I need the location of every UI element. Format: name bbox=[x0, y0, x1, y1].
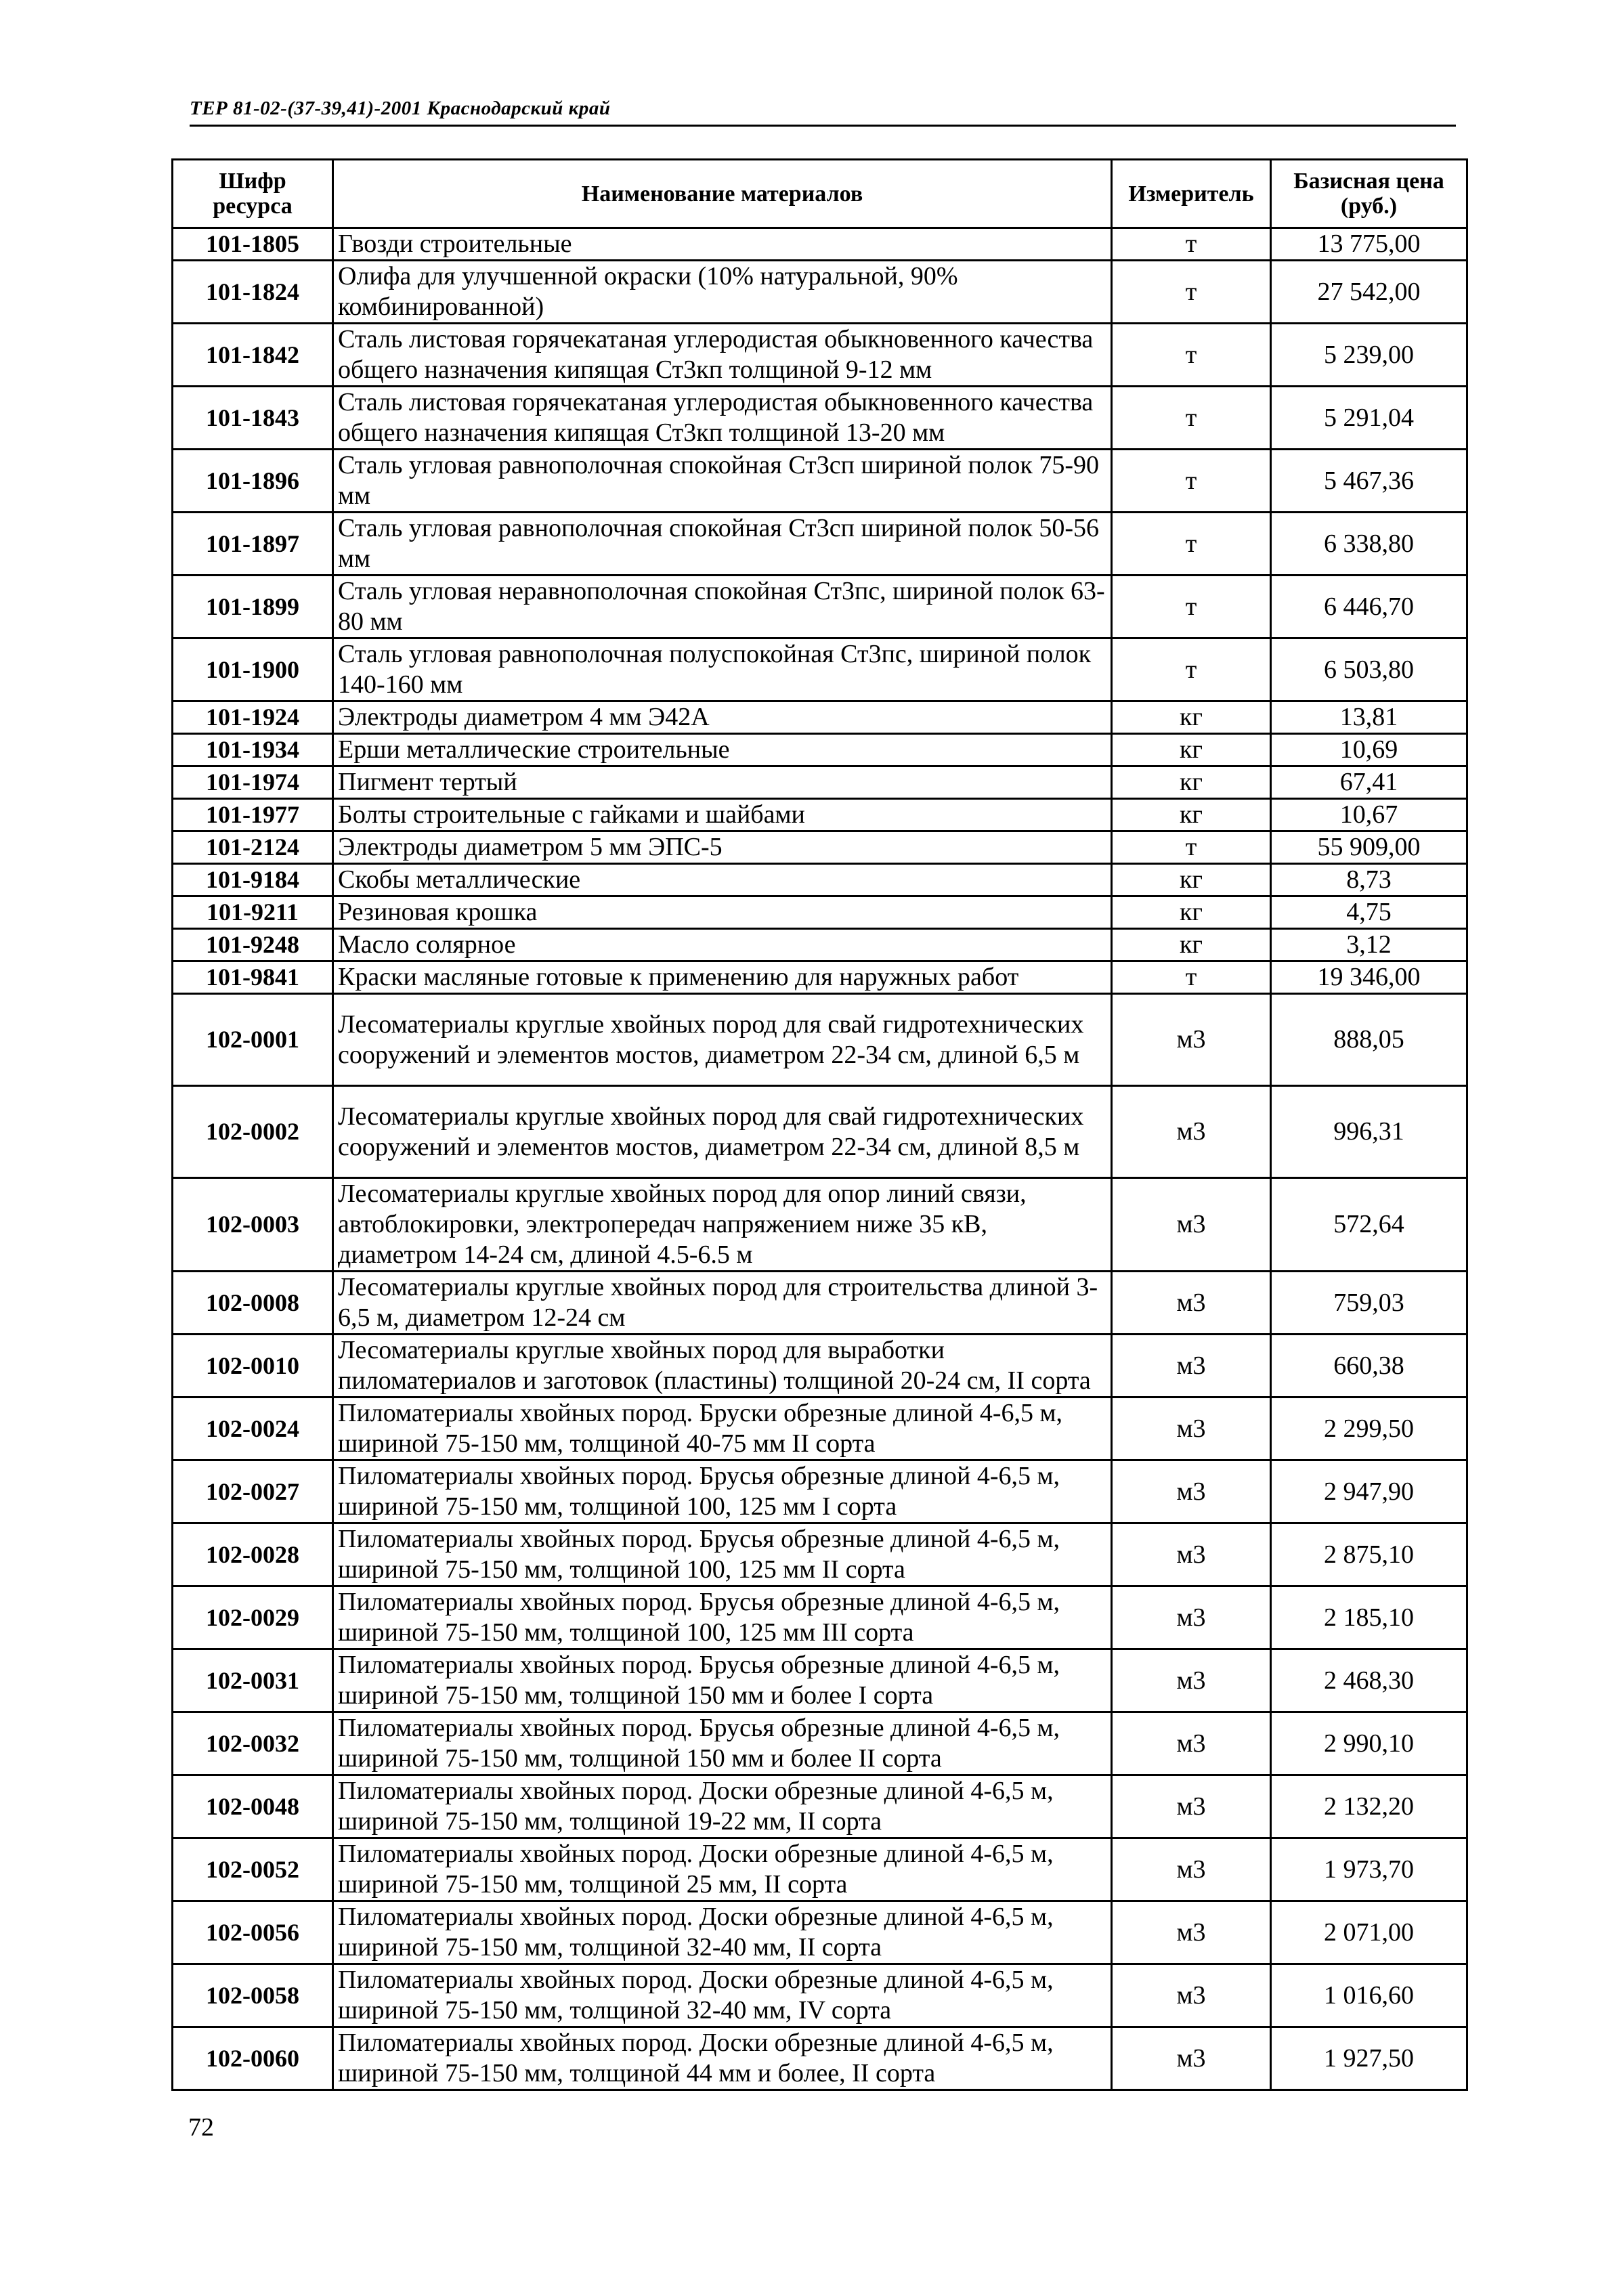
cell-code: 101-1934 bbox=[173, 734, 333, 766]
cell-price: 6 338,80 bbox=[1271, 513, 1467, 576]
cell-unit: т bbox=[1112, 831, 1271, 864]
cell-code: 102-0027 bbox=[173, 1460, 333, 1523]
cell-unit: кг bbox=[1112, 896, 1271, 929]
cell-name: Скобы металлические bbox=[333, 864, 1112, 896]
cell-price: 27 542,00 bbox=[1271, 261, 1467, 324]
cell-price: 1 973,70 bbox=[1271, 1838, 1467, 1901]
cell-price: 1 927,50 bbox=[1271, 2027, 1467, 2090]
table-row bbox=[173, 1272, 1467, 1335]
cell-code: 102-0058 bbox=[173, 1964, 333, 2027]
cell-name: Пиломатериалы хвойных пород. Доски обрезные длиной 4-6,5 м, шириной 75-150 мм, толщиной 32-40 мм, II сорта bbox=[333, 1901, 1112, 1964]
cell-price: 572,64 bbox=[1271, 1178, 1467, 1272]
cell-unit: м3 bbox=[1112, 1712, 1271, 1775]
cell-code: 101-9248 bbox=[173, 929, 333, 961]
table-row bbox=[173, 896, 1467, 929]
table-row bbox=[173, 1838, 1467, 1901]
cell-code: 101-1896 bbox=[173, 450, 333, 513]
table-row bbox=[173, 1775, 1467, 1838]
cell-name: Гвозди строительные bbox=[333, 228, 1112, 261]
cell-unit: т bbox=[1112, 576, 1271, 638]
cell-name: Сталь угловая равнополочная спокойная Ст3сп шириной полок 75-90 мм bbox=[333, 450, 1112, 513]
cell-code: 102-0029 bbox=[173, 1586, 333, 1649]
cell-code: 101-1843 bbox=[173, 387, 333, 450]
cell-unit: кг bbox=[1112, 864, 1271, 896]
header-rule bbox=[190, 125, 1456, 127]
cell-name: Пигмент тертый bbox=[333, 766, 1112, 799]
page-number: 72 bbox=[188, 2113, 214, 2142]
cell-code: 102-0032 bbox=[173, 1712, 333, 1775]
cell-code: 102-0001 bbox=[173, 994, 333, 1086]
cell-name: Сталь листовая горячекатаная углеродистая обыкновенного качества общего назначения кипящая Ст3кп толщиной 9-12 мм bbox=[333, 324, 1112, 387]
cell-price: 67,41 bbox=[1271, 766, 1467, 799]
cell-name: Сталь угловая неравнополочная спокойная Ст3пс, шириной полок 63-80 мм bbox=[333, 576, 1112, 638]
cell-price: 2 875,10 bbox=[1271, 1523, 1467, 1586]
cell-price: 13 775,00 bbox=[1271, 228, 1467, 261]
table-row bbox=[173, 1460, 1467, 1523]
cell-name: Пиломатериалы хвойных пород. Бруски обрезные длиной 4-6,5 м, шириной 75-150 мм, толщиной 40-75 мм II сорта bbox=[333, 1398, 1112, 1460]
cell-unit: м3 bbox=[1112, 1398, 1271, 1460]
table-row bbox=[173, 1901, 1467, 1964]
table-row bbox=[173, 1398, 1467, 1460]
table-row bbox=[173, 1712, 1467, 1775]
cell-unit: кг bbox=[1112, 799, 1271, 831]
cell-price: 4,75 bbox=[1271, 896, 1467, 929]
cell-name: Пиломатериалы хвойных пород. Брусья обрезные длиной 4-6,5 м, шириной 75-150 мм, толщиной 150 мм и более I сорта bbox=[333, 1649, 1112, 1712]
table-row bbox=[173, 450, 1467, 513]
table-row bbox=[173, 1335, 1467, 1398]
col-header-name: Наименование материалов bbox=[333, 160, 1112, 228]
cell-unit: кг bbox=[1112, 929, 1271, 961]
cell-unit: м3 bbox=[1112, 1838, 1271, 1901]
cell-price: 2 185,10 bbox=[1271, 1586, 1467, 1649]
cell-price: 2 468,30 bbox=[1271, 1649, 1467, 1712]
cell-code: 102-0052 bbox=[173, 1838, 333, 1901]
table-row bbox=[173, 1586, 1467, 1649]
cell-price: 13,81 bbox=[1271, 701, 1467, 734]
table-row bbox=[173, 324, 1467, 387]
cell-unit: м3 bbox=[1112, 1964, 1271, 2027]
table-row bbox=[173, 734, 1467, 766]
table-row bbox=[173, 228, 1467, 261]
cell-name: Лесоматериалы круглые хвойных пород для свай гидротехнических сооружений и элементов мостов, диаметром 22-34 см, длиной 6,5 м bbox=[333, 994, 1112, 1086]
cell-name: Пиломатериалы хвойных пород. Брусья обрезные длиной 4-6,5 м, шириной 75-150 мм, толщиной 150 мм и более II сорта bbox=[333, 1712, 1112, 1775]
table-row bbox=[173, 513, 1467, 576]
cell-unit: м3 bbox=[1112, 1523, 1271, 1586]
cell-name: Электроды диаметром 4 мм Э42А bbox=[333, 701, 1112, 734]
cell-price: 6 446,70 bbox=[1271, 576, 1467, 638]
cell-price: 2 071,00 bbox=[1271, 1901, 1467, 1964]
cell-name: Пиломатериалы хвойных пород. Доски обрезные длиной 4-6,5 м, шириной 75-150 мм, толщиной 19-22 мм, II сорта bbox=[333, 1775, 1112, 1838]
col-header-price: Базисная цена (руб.) bbox=[1271, 160, 1467, 228]
cell-price: 19 346,00 bbox=[1271, 961, 1467, 994]
cell-code: 101-1900 bbox=[173, 638, 333, 701]
cell-code: 102-0002 bbox=[173, 1086, 333, 1178]
cell-code: 101-1805 bbox=[173, 228, 333, 261]
cell-name: Краски масляные готовые к применению для наружных работ bbox=[333, 961, 1112, 994]
cell-unit: кг bbox=[1112, 766, 1271, 799]
cell-unit: т bbox=[1112, 513, 1271, 576]
table-row bbox=[173, 1523, 1467, 1586]
cell-code: 102-0031 bbox=[173, 1649, 333, 1712]
cell-code: 102-0024 bbox=[173, 1398, 333, 1460]
cell-name: Пиломатериалы хвойных пород. Доски обрезные длиной 4-6,5 м, шириной 75-150 мм, толщиной 44 мм и более, II сорта bbox=[333, 2027, 1112, 2090]
table-row bbox=[173, 1086, 1467, 1178]
cell-name: Сталь листовая горячекатаная углеродистая обыкновенного качества общего назначения кипящая Ст3кп толщиной 13-20 мм bbox=[333, 387, 1112, 450]
cell-name: Ерши металлические строительные bbox=[333, 734, 1112, 766]
cell-code: 101-1899 bbox=[173, 576, 333, 638]
cell-price: 660,38 bbox=[1271, 1335, 1467, 1398]
cell-unit: т bbox=[1112, 450, 1271, 513]
cell-unit: т bbox=[1112, 387, 1271, 450]
cell-unit: м3 bbox=[1112, 994, 1271, 1086]
table-row bbox=[173, 2027, 1467, 2090]
cell-name: Пиломатериалы хвойных пород. Брусья обрезные длиной 4-6,5 м, шириной 75-150 мм, толщиной 100, 125 мм III сорта bbox=[333, 1586, 1112, 1649]
cell-price: 888,05 bbox=[1271, 994, 1467, 1086]
cell-unit: м3 bbox=[1112, 1460, 1271, 1523]
cell-price: 1 016,60 bbox=[1271, 1964, 1467, 2027]
cell-name: Сталь угловая равнополочная полуспокойная Ст3пс, шириной полок 140-160 мм bbox=[333, 638, 1112, 701]
cell-unit: м3 bbox=[1112, 2027, 1271, 2090]
cell-code: 102-0008 bbox=[173, 1272, 333, 1335]
table-row bbox=[173, 961, 1467, 994]
cell-unit: т bbox=[1112, 261, 1271, 324]
cell-unit: т bbox=[1112, 324, 1271, 387]
cell-price: 5 467,36 bbox=[1271, 450, 1467, 513]
col-header-unit: Измеритель bbox=[1112, 160, 1271, 228]
cell-price: 6 503,80 bbox=[1271, 638, 1467, 701]
cell-name: Пиломатериалы хвойных пород. Брусья обрезные длиной 4-6,5 м, шириной 75-150 мм, толщиной 100, 125 мм II сорта bbox=[333, 1523, 1112, 1586]
cell-price: 996,31 bbox=[1271, 1086, 1467, 1178]
cell-code: 102-0028 bbox=[173, 1523, 333, 1586]
cell-price: 2 132,20 bbox=[1271, 1775, 1467, 1838]
cell-unit: м3 bbox=[1112, 1901, 1271, 1964]
table-row bbox=[173, 1964, 1467, 2027]
cell-unit: м3 bbox=[1112, 1775, 1271, 1838]
table-row bbox=[173, 1178, 1467, 1272]
cell-unit: кг bbox=[1112, 701, 1271, 734]
table-row bbox=[173, 261, 1467, 324]
table-header-row bbox=[173, 160, 1467, 228]
cell-price: 10,69 bbox=[1271, 734, 1467, 766]
cell-code: 102-0010 bbox=[173, 1335, 333, 1398]
table-row bbox=[173, 638, 1467, 701]
cell-price: 55 909,00 bbox=[1271, 831, 1467, 864]
cell-unit: кг bbox=[1112, 734, 1271, 766]
cell-code: 102-0060 bbox=[173, 2027, 333, 2090]
cell-name: Электроды диаметром 5 мм ЭПС-5 bbox=[333, 831, 1112, 864]
cell-price: 2 990,10 bbox=[1271, 1712, 1467, 1775]
cell-unit: т bbox=[1112, 638, 1271, 701]
cell-unit: м3 bbox=[1112, 1086, 1271, 1178]
table-row bbox=[173, 864, 1467, 896]
page-header: ТЕР 81-02-(37-39,41)-2001 Краснодарский край bbox=[190, 98, 611, 119]
materials-table bbox=[171, 158, 1468, 2091]
cell-code: 101-1924 bbox=[173, 701, 333, 734]
table-row bbox=[173, 1649, 1467, 1712]
table-body bbox=[173, 228, 1467, 2090]
cell-code: 101-9841 bbox=[173, 961, 333, 994]
cell-unit: м3 bbox=[1112, 1586, 1271, 1649]
cell-name: Резиновая крошка bbox=[333, 896, 1112, 929]
cell-unit: т bbox=[1112, 961, 1271, 994]
cell-name: Сталь угловая равнополочная спокойная Ст3сп шириной полок 50-56 мм bbox=[333, 513, 1112, 576]
cell-price: 2 299,50 bbox=[1271, 1398, 1467, 1460]
table-row bbox=[173, 387, 1467, 450]
cell-name: Пиломатериалы хвойных пород. Доски обрезные длиной 4-6,5 м, шириной 75-150 мм, толщиной 32-40 мм, IV сорта bbox=[333, 1964, 1112, 2027]
cell-name: Олифа для улучшенной окраски (10% натуральной, 90% комбинированной) bbox=[333, 261, 1112, 324]
cell-name: Лесоматериалы круглые хвойных пород для опор линий связи, автоблокировки, электропередач напряжением ниже 35 кВ, диаметром 14-24 см, длиной 4.5-6.5 м bbox=[333, 1178, 1112, 1272]
cell-code: 101-1824 bbox=[173, 261, 333, 324]
cell-unit: м3 bbox=[1112, 1335, 1271, 1398]
cell-name: Масло солярное bbox=[333, 929, 1112, 961]
table-row bbox=[173, 576, 1467, 638]
cell-price: 5 239,00 bbox=[1271, 324, 1467, 387]
cell-price: 2 947,90 bbox=[1271, 1460, 1467, 1523]
cell-name: Пиломатериалы хвойных пород. Доски обрезные длиной 4-6,5 м, шириной 75-150 мм, толщиной 25 мм, II сорта bbox=[333, 1838, 1112, 1901]
cell-code: 102-0056 bbox=[173, 1901, 333, 1964]
cell-price: 759,03 bbox=[1271, 1272, 1467, 1335]
cell-code: 101-9211 bbox=[173, 896, 333, 929]
cell-unit: т bbox=[1112, 228, 1271, 261]
table-row bbox=[173, 701, 1467, 734]
table-row bbox=[173, 831, 1467, 864]
cell-price: 3,12 bbox=[1271, 929, 1467, 961]
cell-price: 10,67 bbox=[1271, 799, 1467, 831]
cell-code: 101-1977 bbox=[173, 799, 333, 831]
cell-unit: м3 bbox=[1112, 1272, 1271, 1335]
table-row bbox=[173, 766, 1467, 799]
cell-name: Лесоматериалы круглые хвойных пород для свай гидротехнических сооружений и элементов мостов, диаметром 22-34 см, длиной 8,5 м bbox=[333, 1086, 1112, 1178]
cell-code: 101-2124 bbox=[173, 831, 333, 864]
cell-price: 5 291,04 bbox=[1271, 387, 1467, 450]
cell-code: 101-1842 bbox=[173, 324, 333, 387]
cell-name: Лесоматериалы круглые хвойных пород для строительства длиной 3-6,5 м, диаметром 12-24 см bbox=[333, 1272, 1112, 1335]
cell-name: Лесоматериалы круглые хвойных пород для выработки пиломатериалов и заготовок (пластины) толщиной 20-24 см, II сорта bbox=[333, 1335, 1112, 1398]
cell-code: 101-9184 bbox=[173, 864, 333, 896]
cell-code: 102-0048 bbox=[173, 1775, 333, 1838]
col-header-code: Шифр ресурса bbox=[173, 160, 333, 228]
cell-unit: м3 bbox=[1112, 1178, 1271, 1272]
cell-code: 101-1897 bbox=[173, 513, 333, 576]
cell-code: 102-0003 bbox=[173, 1178, 333, 1272]
table-row bbox=[173, 994, 1467, 1086]
cell-name: Пиломатериалы хвойных пород. Брусья обрезные длиной 4-6,5 м, шириной 75-150 мм, толщиной 100, 125 мм I сорта bbox=[333, 1460, 1112, 1523]
cell-unit: м3 bbox=[1112, 1649, 1271, 1712]
table-row bbox=[173, 929, 1467, 961]
cell-code: 101-1974 bbox=[173, 766, 333, 799]
cell-price: 8,73 bbox=[1271, 864, 1467, 896]
cell-name: Болты строительные с гайками и шайбами bbox=[333, 799, 1112, 831]
table-row bbox=[173, 799, 1467, 831]
